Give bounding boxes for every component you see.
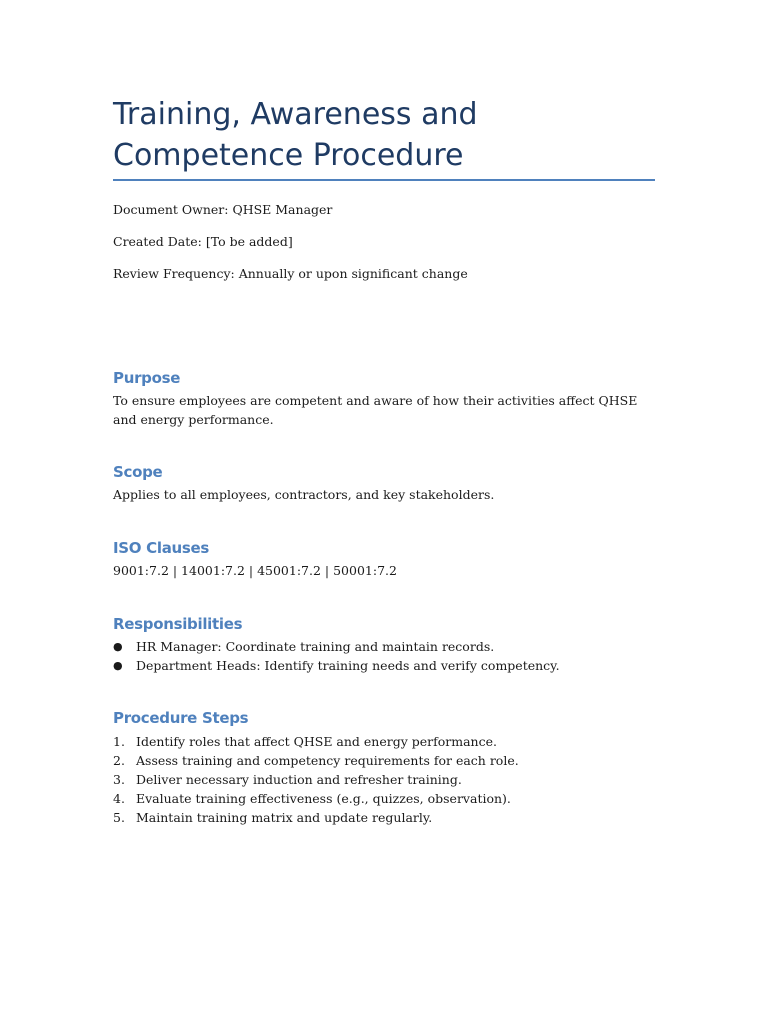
list-item [113,637,560,656]
list-item [113,808,519,827]
list-item [113,789,519,808]
list-item [113,770,519,789]
list-item-text: Department Heads: Identify training needs and verify competency. [136,658,560,673]
step-number: 1. [113,734,125,749]
step-number: 5. [113,810,125,825]
responsibilities-heading: Responsibilities [113,615,243,633]
created-date: Created Date: [To be added] [113,234,293,249]
step-number: 3. [113,772,125,787]
list-item-text: Identify roles that affect QHSE and energy performance. [136,734,497,749]
document-title: Training, Awareness and Competence Procedure [113,97,478,173]
list-item-text: Deliver necessary induction and refresher training. [136,772,462,787]
review-frequency: Review Frequency: Annually or upon significant change [113,266,468,281]
responsibilities-list [113,637,560,675]
list-item-text: Maintain training matrix and update regularly. [136,810,433,825]
document-owner: Document Owner: QHSE Manager [113,202,333,217]
iso-clauses-heading: ISO Clauses [113,539,210,557]
list-item [113,656,560,675]
iso-clauses-text: 9001:7.2 | 14001:7.2 | 45001:7.2 | 50001:7.2 [113,563,397,578]
purpose-text: To ensure employees are competent and aware of how their activities affect QHSE and energy performance. [113,393,638,427]
procedure-steps-list [113,732,519,827]
bullet-icon: ● [113,640,123,653]
step-number: 2. [113,753,125,768]
list-item [113,732,519,751]
procedure-steps-heading: Procedure Steps [113,709,249,727]
list-item-text: Evaluate training effectiveness (e.g., quizzes, observation). [136,791,511,806]
purpose-heading: Purpose [113,369,181,387]
list-item-text: HR Manager: Coordinate training and maintain records. [136,639,495,654]
list-item [113,751,519,770]
scope-heading: Scope [113,463,163,481]
scope-text: Applies to all employees, contractors, and key stakeholders. [113,487,495,502]
list-item-text: Assess training and competency requirements for each role. [136,753,519,768]
step-number: 4. [113,791,125,806]
bullet-icon: ● [113,659,123,672]
title-underline [113,179,655,181]
